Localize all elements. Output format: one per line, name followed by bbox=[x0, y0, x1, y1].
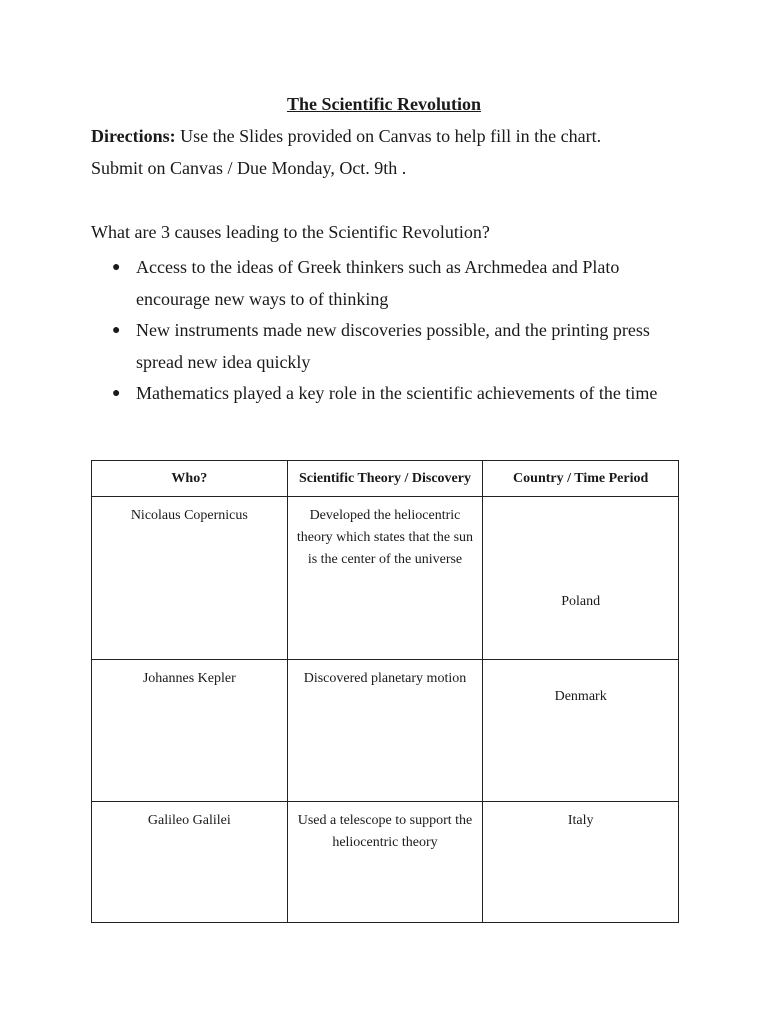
causes-list bbox=[91, 252, 691, 410]
cause-text: Access to the ideas of Greek thinkers such as Archmedea and Plato encourage new ways to of thinking bbox=[136, 257, 620, 309]
cell-who: Nicolaus Copernicus bbox=[92, 497, 288, 660]
directions-label: Directions: bbox=[91, 126, 176, 146]
cell-country: Denmark bbox=[483, 660, 679, 802]
header-who: Who? bbox=[92, 461, 288, 497]
cell-country: Poland bbox=[483, 497, 679, 660]
submit-line: Submit on Canvas / Due Monday, Oct. 9th . bbox=[91, 158, 407, 178]
directions-line bbox=[91, 126, 601, 147]
cell-who: Galileo Galilei bbox=[92, 802, 288, 923]
cause-item bbox=[91, 252, 691, 315]
scientists-table bbox=[91, 460, 679, 923]
table-header-row bbox=[92, 461, 679, 497]
header-discovery: Scientific Theory / Discovery bbox=[287, 461, 483, 497]
directions-text: Use the Slides provided on Canvas to help fill in the chart. bbox=[175, 126, 602, 146]
cell-discovery: Developed the heliocentric theory which states that the sun is the center of the universe bbox=[287, 497, 483, 660]
cell-country: Italy bbox=[483, 802, 679, 923]
cause-item bbox=[91, 315, 691, 378]
cause-text: New instruments made new discoveries possible, and the printing press spread new idea quickly bbox=[136, 320, 650, 372]
table-row bbox=[92, 497, 679, 660]
cell-discovery: Used a telescope to support the heliocentric theory bbox=[287, 802, 483, 923]
document-title: The Scientific Revolution bbox=[287, 94, 481, 114]
cause-text: Mathematics played a key role in the scientific achievements of the time bbox=[136, 383, 658, 403]
table-row bbox=[92, 660, 679, 802]
bullet-icon: ● bbox=[112, 386, 121, 401]
bullet-icon: ● bbox=[112, 323, 121, 338]
cell-who: Johannes Kepler bbox=[92, 660, 288, 802]
bullet-icon: ● bbox=[112, 260, 121, 275]
table-row bbox=[92, 802, 679, 923]
question-text: What are 3 causes leading to the Scientific Revolution? bbox=[91, 222, 490, 242]
header-country: Country / Time Period bbox=[483, 461, 679, 497]
cell-discovery: Discovered planetary motion bbox=[287, 660, 483, 802]
cause-item bbox=[91, 378, 691, 410]
